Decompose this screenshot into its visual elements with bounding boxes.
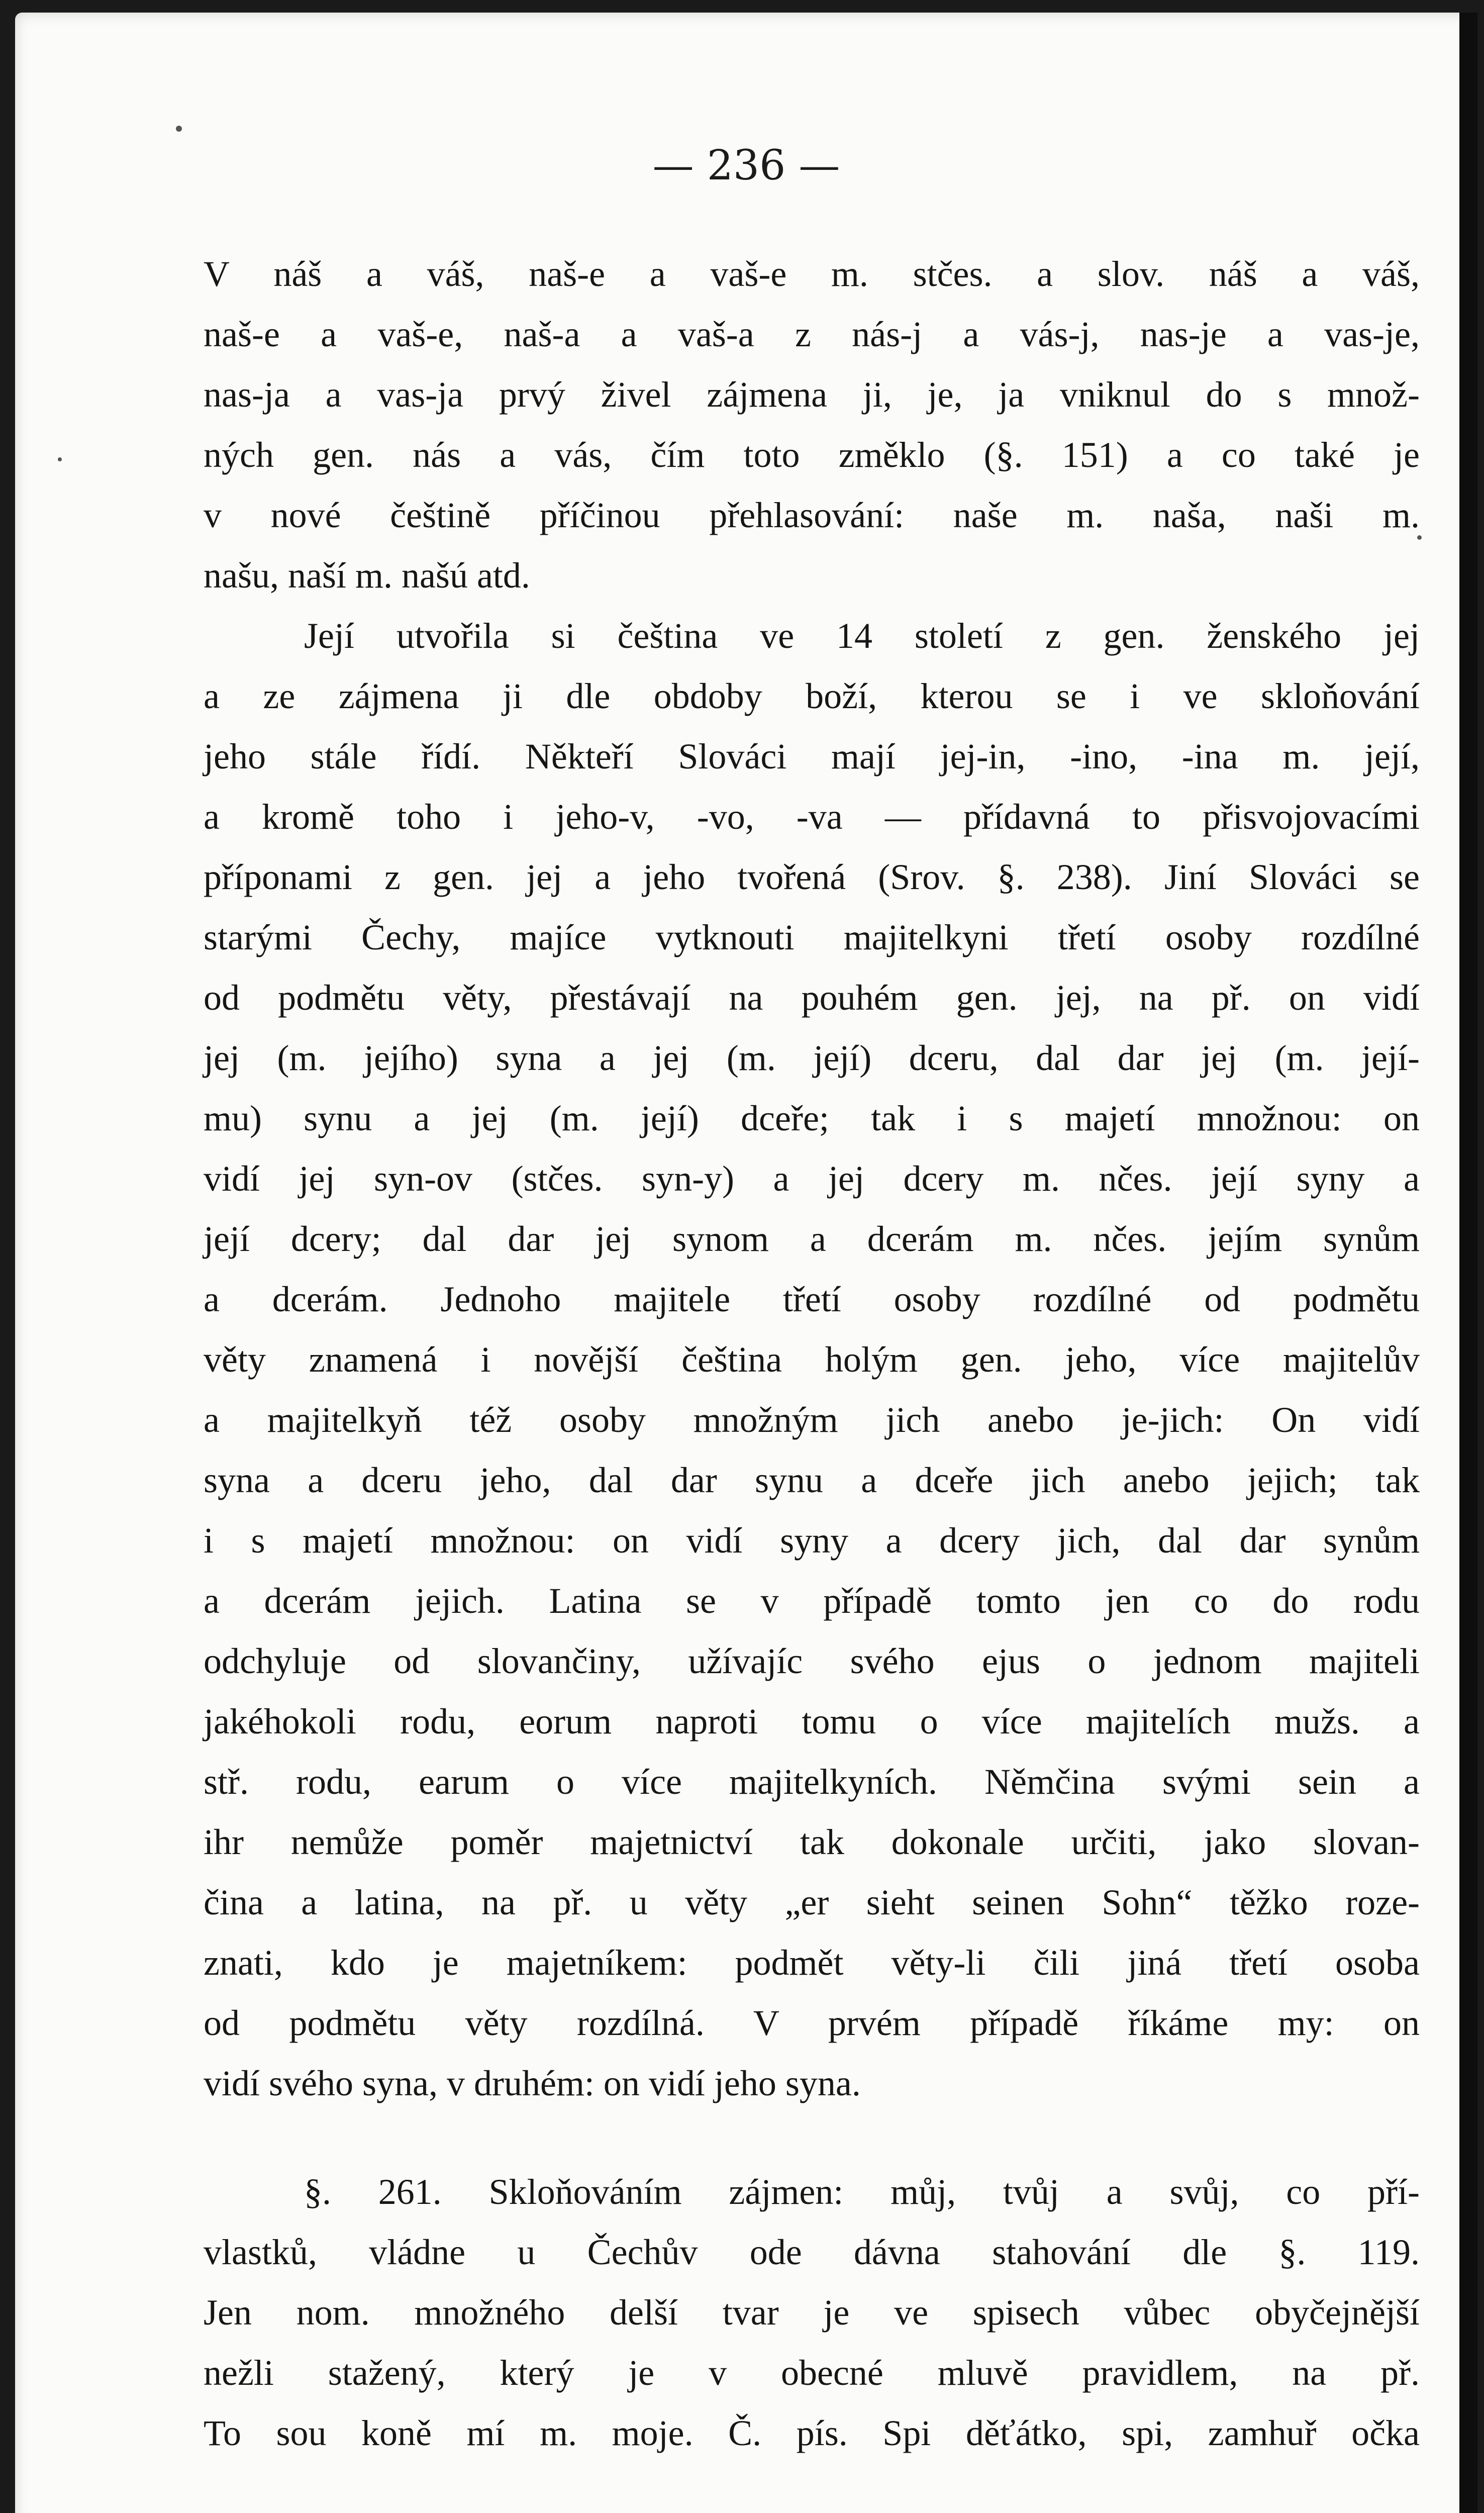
text-line: syna a dceru jeho, dal dar synu a dceře jich anebo jejich; tak [204,1460,1420,1500]
text-line: vlastků, vládne u Čechův ode dávna stahování dle §. 119. [204,2232,1420,2272]
text-line: jej (m. jejího) syna a jej (m. její) dceru, dal dar jej (m. její- [204,1038,1420,1078]
text-line: jakéhokoli rodu, eorum naproti tomu o více majitelích mužs. a [204,1701,1420,1742]
text-line: Její utvořila si čeština ve 14 století z gen. ženského jej [304,616,1420,656]
text-line: stř. rodu, earum o více majitelkyních. Němčina svými sein a [204,1762,1420,1802]
body-text [204,244,1420,2463]
paper-speck [176,126,182,132]
text-line: čina a latina, na př. u věty „er sieht seinen Sohn“ těžko roze- [204,1882,1420,1922]
text-line: vidí jej syn-ov (stčes. syn-y) a jej dcery m. nčes. její syny a [204,1158,1420,1199]
text-line: znati, kdo je majetníkem: podmět věty-li čili jiná třetí osoba [204,1943,1420,1983]
text-line: a dcerám. Jednoho majitele třetí osoby rozdílné od podmětu [204,1279,1420,1319]
text-line: a majitelkyň též osoby množným jich anebo je-jich: On vidí [204,1400,1420,1440]
book-page [15,13,1477,2513]
text-line: nas-ja a vas-ja prvý živel zájmena ji, je, ja vniknul do s množ- [204,374,1420,415]
text-line: příponami z gen. jej a jeho tvořená (Srov. §. 238). Jiní Slováci se [204,857,1420,897]
text-line: od podmětu věty, přestávají na pouhém gen. jej, na př. on vidí [204,978,1420,1018]
text-line: od podmětu věty rozdílná. V prvém případě říkáme my: on [204,2003,1420,2043]
text-line: odchyluje od slovančiny, užívajíc svého ejus o jednom majiteli [204,1641,1420,1681]
paper-speck [58,457,62,461]
text-line: našu, naší m. našú atd. [204,555,530,596]
text-line: věty znamená i novější čeština holým gen. jeho, více majitelův [204,1339,1420,1380]
text-line: v nové češtině příčinou přehlasování: naše m. naša, naši m. [204,495,1420,535]
text-line: a ze zájmena ji dle obdoby boží, kterou se i ve skloňování [204,676,1420,716]
text-line: V náš a váš, naš-e a vaš-e m. stčes. a slov. náš a váš, [204,254,1420,294]
text-line: Jen nom. množného delší tvar je ve spisech vůbec obyčejnější [204,2292,1420,2333]
text-line: i s majetí množnou: on vidí syny a dcery jich, dal dar synům [204,1520,1420,1561]
scan-edge-right [1459,13,1477,2513]
text-line: vidí svého syna, v druhém: on vidí jeho syna. [204,2063,861,2103]
text-line: ných gen. nás a vás, čím toto změklo (§. 151) a co také je [204,435,1420,475]
text-line: naš-e a vaš-e, naš-a a vaš-a z nás-j a vás-j, nas-je a vas-je, [204,314,1420,354]
text-line: starými Čechy, majíce vytknouti majitelkyni třetí osoby rozdílné [204,917,1420,957]
section-heading-line: §. 261. Skloňováním zájmen: můj, tvůj a svůj, co pří- [304,2172,1420,2212]
text-line: jeho stále řídí. Někteří Slováci mají jej-in, -ino, -ina m. její, [204,736,1420,777]
text-line: a kromě toho i jeho-v, -vo, -va — přídavná to přisvojovacími [204,797,1420,837]
text-line: ihr nemůže poměr majetnictví tak dokonale určiti, jako slovan- [204,1822,1420,1862]
text-line: nežli stažený, který je v obecné mluvě pravidlem, na př. [204,2353,1420,2393]
text-line: mu) synu a jej (m. její) dceře; tak i s majetí množnou: on [204,1098,1420,1138]
text-line: její dcery; dal dar jej synom a dcerám m. nčes. jejím synům [204,1219,1420,1259]
page-number: — 236 — [652,142,840,189]
text-line: a dcerám jejich. Latina se v případě tomto jen co do rodu [204,1581,1420,1621]
text-line: To sou koně mí m. moje. Č. pís. Spi děťátko, spi, zamhuř očka [204,2413,1420,2453]
